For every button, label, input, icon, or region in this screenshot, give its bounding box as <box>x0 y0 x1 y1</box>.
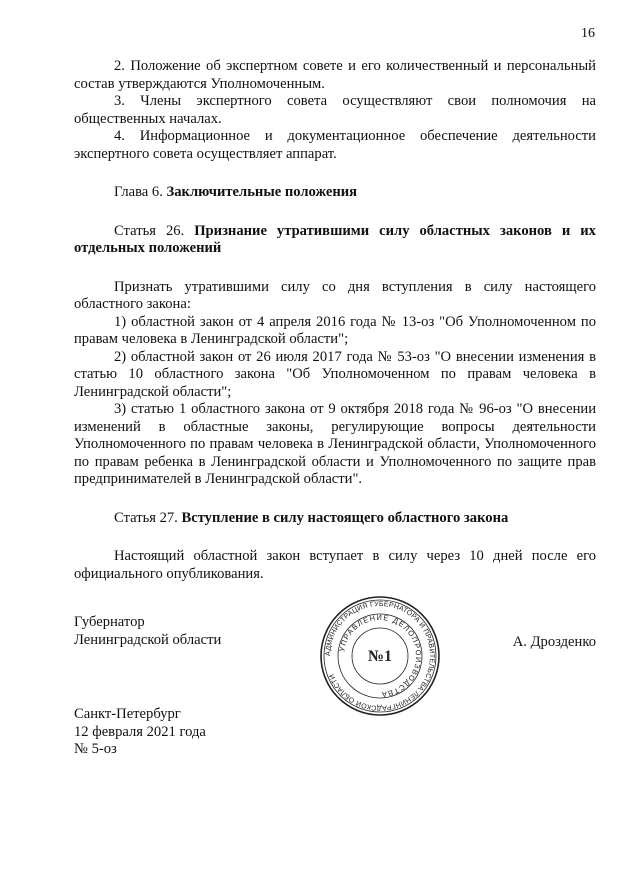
article-27-title: Вступление в силу настоящего областного закона <box>181 509 509 526</box>
paragraph-4: 4. Информационное и документационное обеспечение деятельности экспертного совета осуществляет аппарат. <box>74 128 596 162</box>
article-26-title: Признание утратившими силу областных законов и их отдельных положений <box>74 222 596 256</box>
official-seal-stamp <box>318 594 442 718</box>
article-26-item-3: 3) статью 1 областного закона от 9 октября 2018 года № 96-оз "О внесении изменений в областные законы, регулирующие вопросы деятельности Уполномоченного по правам человека в Ленинградской области, Уполномоченного по правам ребенка в Ленинградской области и Уполномоченного по защите прав предпринимателей в Ленинградской области". <box>74 401 596 487</box>
city: Санкт-Петербург <box>74 706 181 722</box>
signer-position <box>74 614 221 649</box>
seal-outer-text: АДМИНИСТРАЦИЯ ГУБЕРНАТОРА И ПРАВИТЕЛЬСТВА ЛЕНИНГРАДСКОЙ ОБЛАСТИ <box>324 600 436 712</box>
chapter-prefix: Глава 6. <box>114 184 163 200</box>
seal-center-number: №1 <box>367 648 393 665</box>
article-26-item-2: 2) областной закон от 26 июля 2017 года № 53-оз "О внесении изменения в статью 10 областного закона "Об Уполномоченном по правам человека в Ленинградской области"; <box>74 348 596 400</box>
law-number: № 5-оз <box>74 741 117 757</box>
article-26-intro: Признать утратившими силу со дня вступления в силу настоящего областного закона: <box>74 278 596 312</box>
place-and-date <box>74 706 206 759</box>
date: 12 февраля 2021 года <box>74 723 206 740</box>
chapter-heading <box>74 184 596 202</box>
document-body <box>74 58 596 583</box>
article-27-prefix: Статья 27. <box>114 509 178 526</box>
signer-position-line-1: Губернатор <box>74 614 145 630</box>
article-26-prefix: Статья 26. <box>114 222 185 239</box>
signer-name: А. Дрозденко <box>512 634 596 650</box>
article-27-heading <box>74 510 596 528</box>
article-27-text: Настоящий областной закон вступает в силу через 10 дней после его официального опубликования. <box>74 548 596 582</box>
chapter-title: Заключительные положения <box>166 184 358 200</box>
paragraph-3: 3. Члены экспертного совета осуществляют свои полномочия на общественных началах. <box>74 93 596 127</box>
seal-inner-text: УПРАВЛЕНИЕ ДЕЛОПРОИЗВОДСТВА <box>337 612 424 700</box>
paragraph-2: 2. Положение об экспертном совете и его количественный и персональный состав утверждаются Уполномоченным. <box>74 58 596 92</box>
article-26-heading <box>74 223 596 258</box>
article-26-item-1: 1) областной закон от 4 апреля 2016 года № 13-оз "Об Уполномоченном по правам человека в Ленинградской области"; <box>74 313 596 347</box>
page-number: 16 <box>581 26 595 41</box>
signer-position-line-2: Ленинградской области <box>74 631 222 648</box>
